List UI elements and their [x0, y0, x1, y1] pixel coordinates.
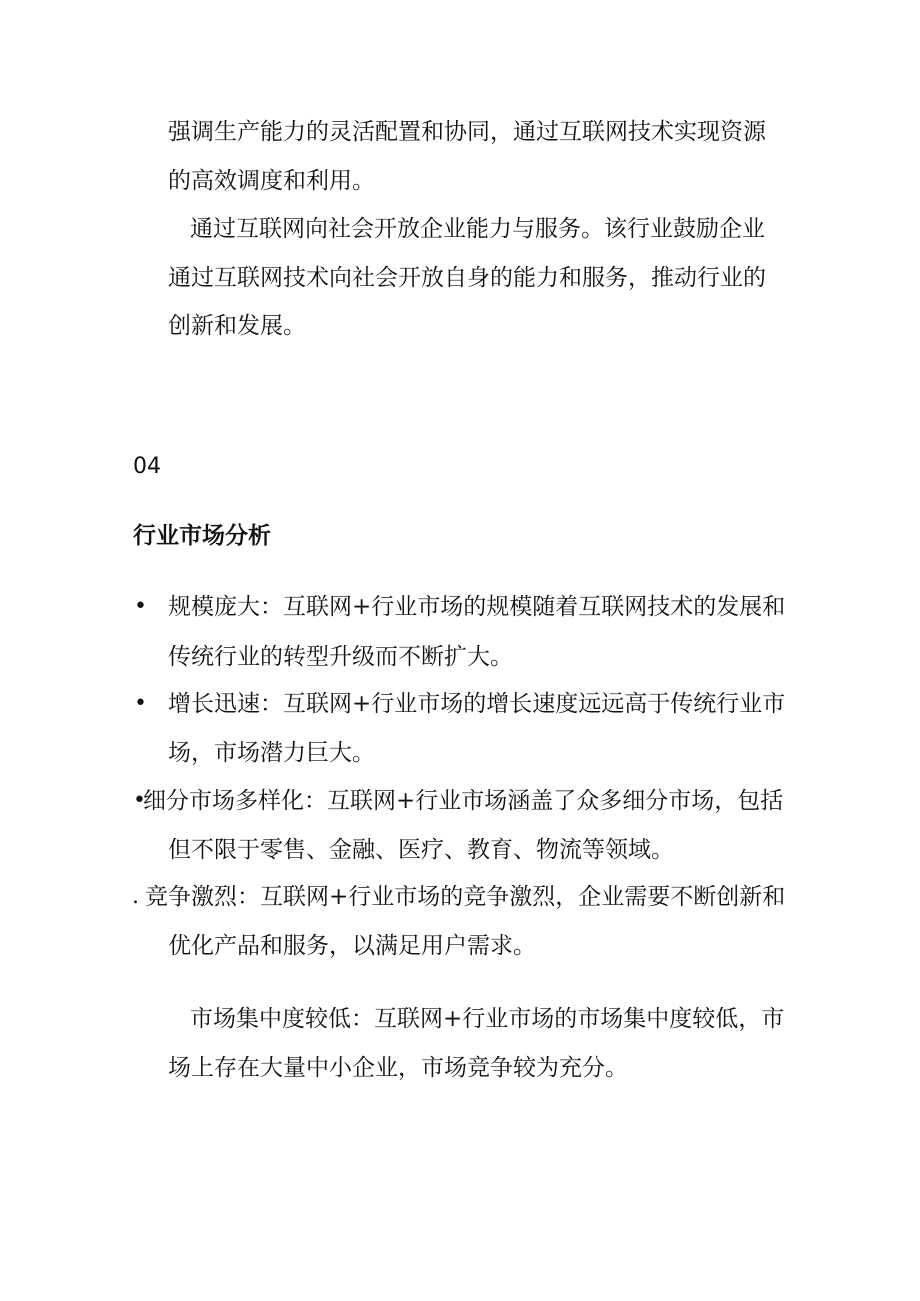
paragraph-2-line-2: 通过互联网技术向社会开放自身的能力和服务，推动行业的 — [168, 265, 766, 291]
bullet-4-line-2: 优化产品和服务，以满足用户需求。 — [168, 933, 536, 959]
bullet-2-line-1: 增长迅速：互联网+行业市场的增长速度远远高于传统行业市 — [168, 691, 786, 717]
intro-line-1: 强调生产能力的灵活配置和协同，通过互联网技术实现资源 — [168, 119, 766, 145]
bullet-marker: • — [134, 691, 147, 716]
bullet-marker: • — [133, 788, 146, 813]
bullet-marker: • — [134, 594, 147, 619]
bullet-4-line-1: 竞争激烈：互联网+行业市场的竞争激烈，企业需要不断创新和 — [145, 884, 786, 910]
paragraph-2-line-3: 创新和发展。 — [168, 313, 306, 339]
intro-line-2: 的高效调度和利用。 — [168, 168, 375, 194]
bullet-2-line-2: 场，市场潜力巨大。 — [168, 740, 375, 766]
paragraph-2-line-1: 通过互联网向社会开放企业能力与服务。该行业鼓励企业 — [190, 216, 765, 242]
closing-line-2: 场上存在大量中小企业，市场竞争较为充分。 — [168, 1055, 628, 1081]
bullet-1-line-1: 规模庞大：互联网+行业市场的规模随着互联网技术的发展和 — [168, 594, 786, 620]
closing-line-1: 市场集中度较低：互联网+行业市场的市场集中度较低，市 — [190, 1006, 785, 1032]
bullet-3-line-1: 细分市场多样化：互联网+行业市场涵盖了众多细分市场，包括 — [143, 788, 784, 814]
bullet-1-line-2: 传统行业的转型升级而不断扩大。 — [168, 644, 513, 670]
bullet-3-line-2: 但不限于零售、金融、医疗、教育、物流等领域。 — [168, 837, 674, 863]
section-title: 行业市场分析 — [133, 523, 271, 549]
bullet-marker: . — [132, 884, 139, 909]
section-number: 04 — [133, 454, 161, 479]
